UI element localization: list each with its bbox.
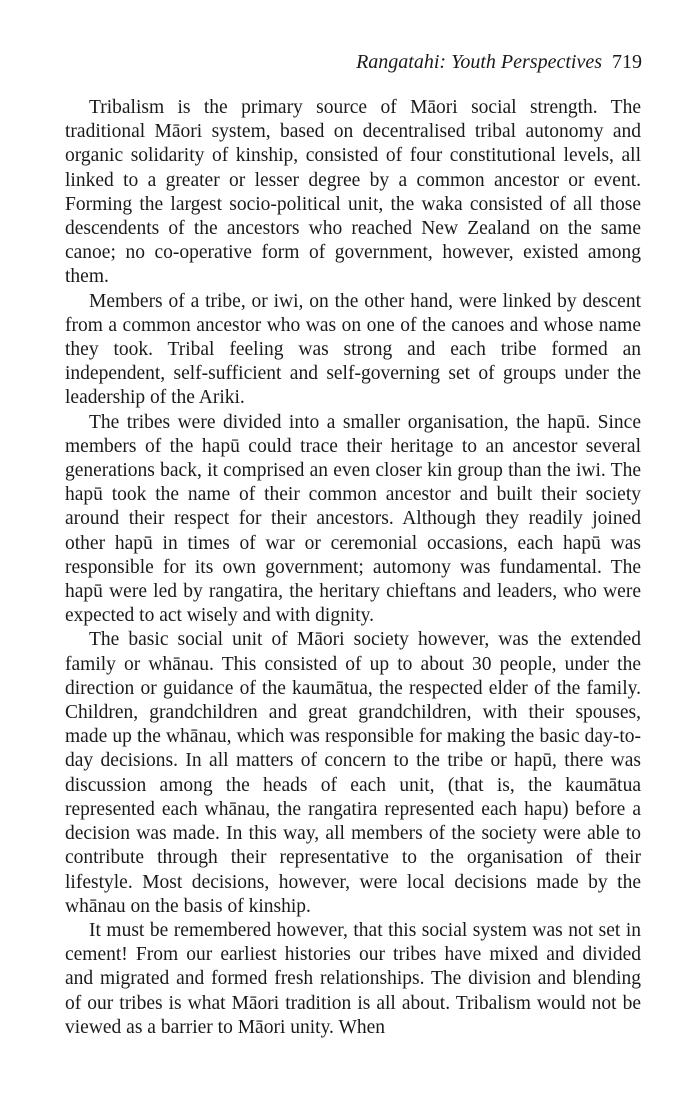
page-number: 719: [612, 51, 642, 73]
paragraph-iwi: Members of a tribe, or iwi, on the other hand, were linked by descent from a common ancestor who was on one of the canoes and whose name they took. Tribal feeling was strong and each tribe formed an independent, self-sufficient and self-governing set of groups under the leadership of the Ariki.: [65, 290, 641, 409]
paragraph-hapu: The tribes were divided into a smaller organisation, the hapū. Since members of the hapū could trace their heritage to an ancestor several generations back, it comprised an even closer kin group than the iwi. The hapū took the name of their common ancestor and built their society around their respect for their ancestors. Although they readily joined other hapū in times of war or ceremonial occasions, each hapū was responsible for its own government; automony was fundamental. The hapū were led by rangatira, the heritary chieftans and leaders, who were expected to act wisely and with dignity.: [65, 411, 641, 627]
body-text: [65, 96, 641, 1040]
paragraph-tribal-mixing: It must be remembered however, that this social system was not set in cement! From our earliest histories our tribes have mixed and divided and migrated and formed fresh relationships. The division and blending of our tribes is what Māori tradition is all about. Tribalism would not be viewed as a barrier to Māori unity. When: [65, 919, 641, 1038]
running-head: [356, 50, 642, 74]
running-title: Rangatahi: Youth Perspectives: [356, 51, 602, 73]
paragraph-whanau: The basic social unit of Māori society however, was the extended family or whānau. This consisted of up to about 30 people, under the direction or guidance of the kaumātua, the respected elder of the family. Children, grandchildren and great grandchildren, with their spouses, made up the whānau, which was responsible for making the basic day-to-day decisions. In all matters of concern to the tribe or hapū, there was discussion among the heads of each unit, (that is, the kaumātua represented each whānau, the rangatira represented each hapu) before a decision was made. In this way, all members of the society were able to contribute through their representative to the organisation of their lifestyle. Most decisions, however, were local decisions made by the whānau on the basis of kinship.: [65, 629, 641, 917]
paragraph-waka: Tribalism is the primary source of Māori social strength. The traditional Māori system, based on decentralised tribal autonomy and organic solidarity of kinship, consisted of four constitutional levels, all linked to a greater or lesser degree by a common ancestor or event. Forming the largest socio-political unit, the waka consisted of all those descendents of the ancestors who reached New Zealand on the same canoe; no co-operative form of government, however, existed among them.: [65, 97, 641, 288]
